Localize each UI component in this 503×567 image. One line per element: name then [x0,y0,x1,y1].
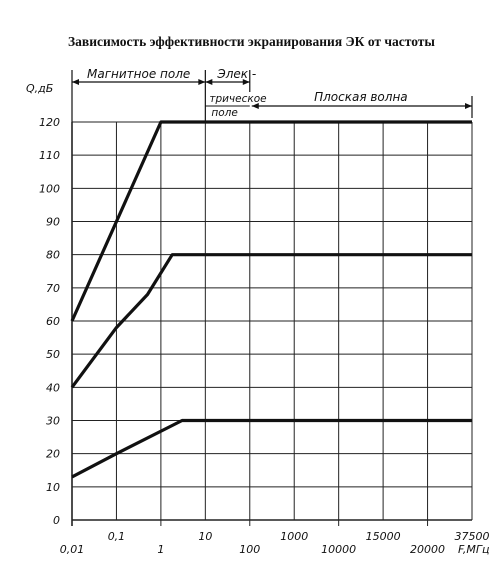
data-series [72,122,472,477]
y-tick-label: 60 [46,315,60,328]
region-label-electric-2: трическое [209,93,267,105]
x-tick-label: 15000 [365,530,401,543]
y-axis-ticks [39,116,60,527]
y-tick-label: 30 [46,414,60,428]
x-tick-label: 37500 [454,530,490,543]
y-tick-label: 0 [53,514,60,527]
y-tick-label: 20 [46,447,60,461]
x-tick-label: 1000 [280,530,309,543]
x-axis-label: F,МГц [458,543,490,556]
x-tick-label: 20000 [410,543,446,556]
region-label-electric-1: Элек - [217,67,257,81]
region-arrow-plane-wave-head-right [465,103,472,109]
y-tick-label: 50 [46,348,60,362]
y-tick-label: 70 [46,281,60,295]
y-tick-label: 90 [46,215,60,229]
x-tick-label: 100 [239,543,261,556]
y-tick-label: 110 [39,149,60,163]
y-tick-label: 100 [39,182,60,196]
y-tick-label: 40 [46,381,60,395]
x-tick-label: 1 [157,543,165,556]
x-tick-label: 10000 [321,543,357,556]
region-label-plane-wave: Плоская волна [314,90,408,104]
region-arrow-electric-head-left [205,79,212,85]
x-axis-ticks [60,530,490,556]
region-arrow-magnetic-head-right [198,79,205,85]
x-tick-label: 10 [198,530,213,543]
x-tick-label: 0,1 [107,530,126,543]
y-tick-label: 80 [46,248,60,262]
y-tick-label: 10 [46,480,60,494]
y-axis-label: Q,дБ [26,82,54,95]
x-tick-label: 0,01 [59,543,85,556]
chart-title: Зависимость эффективности экранирования ЭК от частоты [68,34,435,49]
chart-grid [72,122,472,526]
region-label-magnetic: Магнитное поле [87,67,191,81]
region-annotations [72,67,472,122]
region-label-electric-3: поле [211,107,238,119]
region-arrow-magnetic-head-left [72,79,79,85]
y-tick-label: 120 [39,116,60,129]
series-line-3 [72,421,472,477]
